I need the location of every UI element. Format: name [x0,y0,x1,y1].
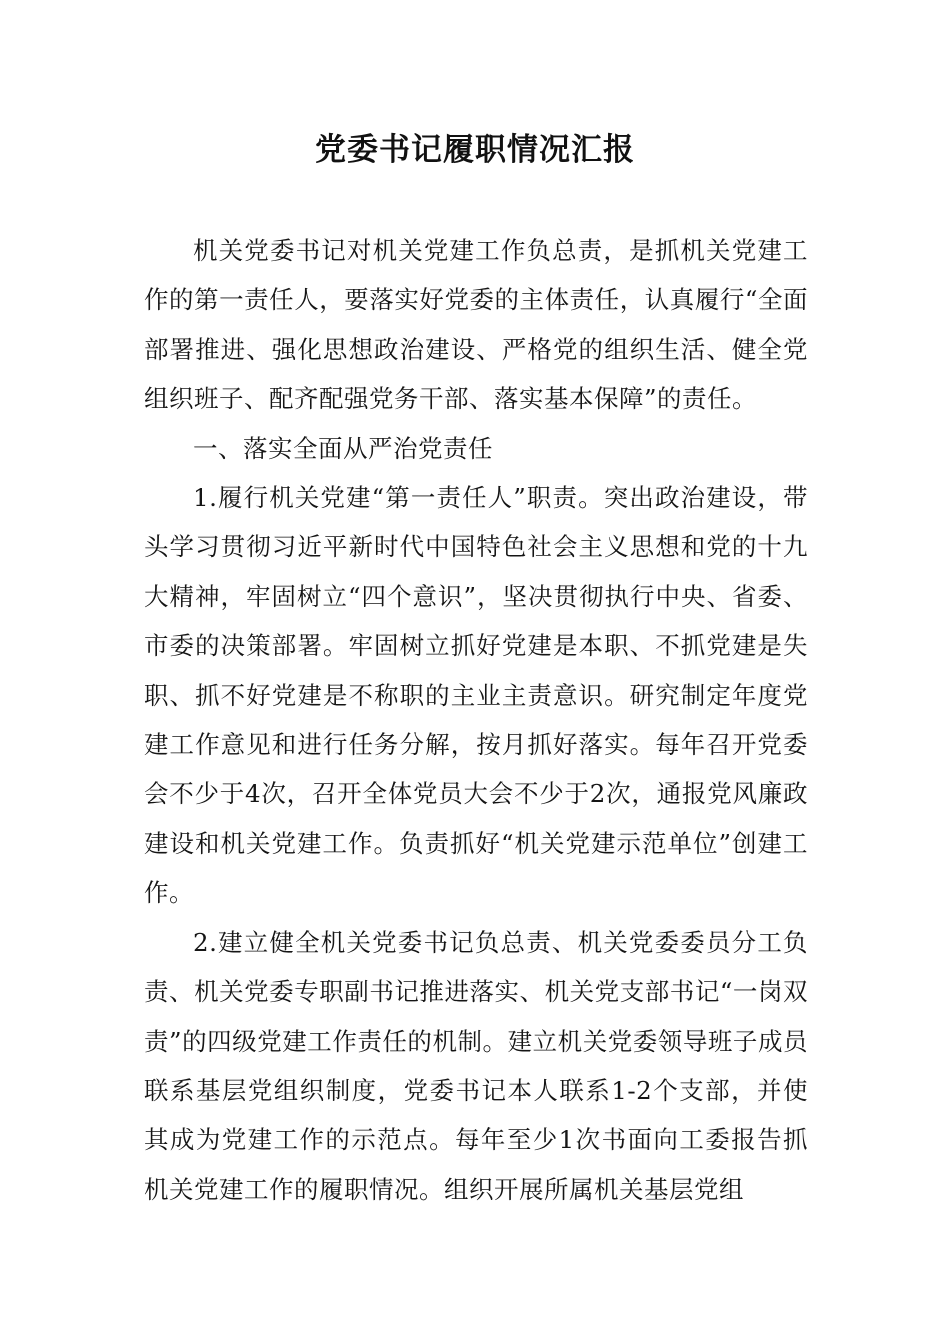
document-title: 党委书记履职情况汇报 [315,132,635,168]
paragraph-item-1: 1.履行机关党建“第一责任人”职责。突出政治建设，带头学习贯彻习近平新时代中国特色社会主义思想和党的十九大精神，牢固树立“四个意识”，坚决贯彻执行中央、省委、市委的决策部署。牢固树立抓好党建是本职、不抓党建是失职、抓不好党建是不称职的主业主责意识。研究制定年度党建工作意见和进行任务分解，按月抓好落实。每年召开党委会不少于4次，召开全体党员大会不少于2次，通报党风廉政建设和机关党建工作。负责抓好“机关党建示范单位”创建工作。 [144,483,808,908]
paragraph-intro: 机关党委书记对机关党建工作负总责，是抓机关党建工作的第一责任人，要落实好党委的主体责任，认真履行“全面部署推进、强化思想政治建设、严格党的组织生活、健全党组织班子、配齐配强党务干部、落实基本保障”的责任。 [144,236,808,414]
paragraph-item-2: 2.建立健全机关党委书记负总责、机关党委委员分工负责、机关党委专职副书记推进落实、机关党支部书记“一岗双责”的四级党建工作责任的机制。建立机关党委领导班子成员联系基层党组织制度，党委书记本人联系1-2个支部，并使其成为党建工作的示范点。每年至少1次书面向工委报告抓机关党建工作的履职情况。组织开展所属机关基层党组 [144,927,808,1204]
section-heading-1: 一、落实全面从严治党责任 [193,433,493,463]
document-body [144,226,808,1214]
